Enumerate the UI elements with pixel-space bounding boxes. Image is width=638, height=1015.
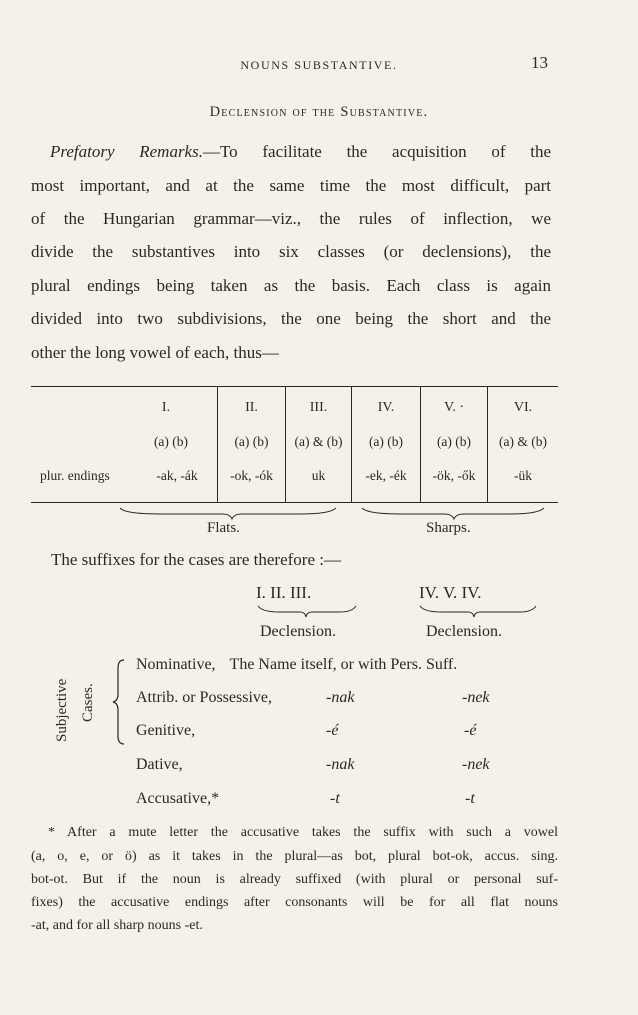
plural-ending: -ök, -ők <box>432 468 476 483</box>
intro-line-2: most important, and at the same time the most difficult, part <box>31 176 551 195</box>
page-number: 13 <box>531 53 548 72</box>
group-braces <box>0 502 638 522</box>
intro-line-5: plural endings being taken as the basis. Each class is again <box>31 276 551 295</box>
case-right-suffix-text: -t <box>465 790 475 807</box>
left-declension-brace <box>258 606 356 617</box>
case-name: Nominative, <box>136 656 216 673</box>
flats-label: Flats. <box>207 520 240 536</box>
class-subdivision: (a) & (b) <box>294 434 343 449</box>
plural-ending: uk <box>311 468 326 483</box>
class-subdivision: (a) & (b) <box>499 434 547 449</box>
intro-line-6: divided into two subdivisions, the one being the short and the <box>31 309 551 328</box>
case-left-suffix <box>330 790 340 808</box>
intro-lead: Prefatory Remarks. <box>50 142 203 161</box>
footnote-line: (a, o, e, or ö) as it takes in the plural—as bot, plural bot-ok, accus. sing. <box>31 849 558 864</box>
plural-ending: -ak, -ák <box>156 468 198 483</box>
side-label-subjective: Subjective <box>54 678 70 742</box>
intro-line-1-text: —To facilitate the acquisition of the <box>202 142 552 161</box>
suffixes-intro: The suffixes for the cases are therefore :— <box>51 550 341 569</box>
case-name-accusative: Accusative,* <box>136 790 220 807</box>
flats-brace <box>120 508 336 519</box>
intro-line-3: of the Hungarian grammar—viz., the rules of inflection, we <box>31 209 551 228</box>
case-left-suffix: The Name itself, or with Pers. Suff. <box>229 656 458 673</box>
case-left-suffix <box>326 756 354 774</box>
case-left-suffix-text: -t <box>330 790 340 807</box>
sharps-label: Sharps. <box>426 520 471 536</box>
footnote-line: fixes) the accusative endings after consonants will be for all flat nouns <box>31 895 558 910</box>
case-right-suffix-text: -nek <box>462 689 490 706</box>
case-left-suffix-text: -é <box>326 722 339 739</box>
running-title: NOUNS SUBSTANTIVE. <box>240 58 398 72</box>
class-numeral: II. <box>245 400 258 415</box>
case-left-suffix-text: -nak <box>326 689 355 706</box>
class-subdivision: (a) (b) <box>436 434 472 449</box>
footnote-line: bot-ot. But if the noun is already suffixed (with plural or personal suf- <box>31 872 558 887</box>
declension-table <box>31 386 558 503</box>
case-right-suffix <box>462 689 490 707</box>
right-declension-brace <box>420 606 536 617</box>
case-row-nominative <box>136 656 457 674</box>
case-right-suffix <box>465 790 475 808</box>
row-label: plur. endings <box>40 468 110 483</box>
case-left-suffix <box>326 722 338 740</box>
table-top-rule <box>31 386 558 387</box>
case-name-genitive: Genitive, <box>136 722 196 739</box>
case-left-suffix-text: -nak <box>326 756 355 773</box>
intro-line-1 <box>31 142 551 162</box>
footnote-line: * After a mute letter the accusative takes the suffix with such a vowel <box>48 825 558 840</box>
class-subdivision: (a) (b) <box>368 434 404 449</box>
case-right-suffix-text: -é <box>464 722 477 739</box>
right-col-label: Declension. <box>426 623 502 640</box>
section-title: Declension of the Substantive. <box>209 104 429 120</box>
class-numeral: I. <box>161 400 171 415</box>
left-col-numerals: I. II. III. <box>256 583 312 602</box>
plural-ending: -ük <box>514 468 532 483</box>
case-right-suffix <box>462 756 490 774</box>
plural-ending: -ek, -ék <box>365 468 407 483</box>
right-col-numerals: IV. V. IV. <box>419 583 482 602</box>
cases-brace-path <box>113 660 124 744</box>
plural-ending: -ok, -ók <box>230 468 273 483</box>
sharps-brace <box>362 508 544 519</box>
class-numeral: V. · <box>444 400 464 415</box>
class-subdivision: (a) (b) <box>153 434 189 449</box>
left-col-label: Declension. <box>260 623 336 640</box>
class-numeral: VI. <box>513 400 533 415</box>
cases-brace <box>110 656 130 748</box>
case-right-suffix-text: -nek <box>462 756 490 773</box>
declension-braces <box>0 603 638 619</box>
case-name-dative: Dative, <box>136 756 183 773</box>
side-label-cases: Cases. <box>80 683 96 722</box>
intro-line-7: other the long vowel of each, thus— <box>31 343 279 362</box>
footnote-line: -at, and for all sharp nouns -et. <box>31 918 203 933</box>
class-subdivision: (a) (b) <box>234 434 269 449</box>
class-numeral: IV. <box>377 400 395 415</box>
intro-line-4: divide the substantives into six classes (or declensions), the <box>31 242 551 261</box>
case-left-suffix <box>326 689 354 707</box>
case-name-possessive: Attrib. or Possessive, <box>136 689 272 706</box>
class-numeral: III. <box>309 400 328 415</box>
case-right-suffix <box>464 722 476 740</box>
